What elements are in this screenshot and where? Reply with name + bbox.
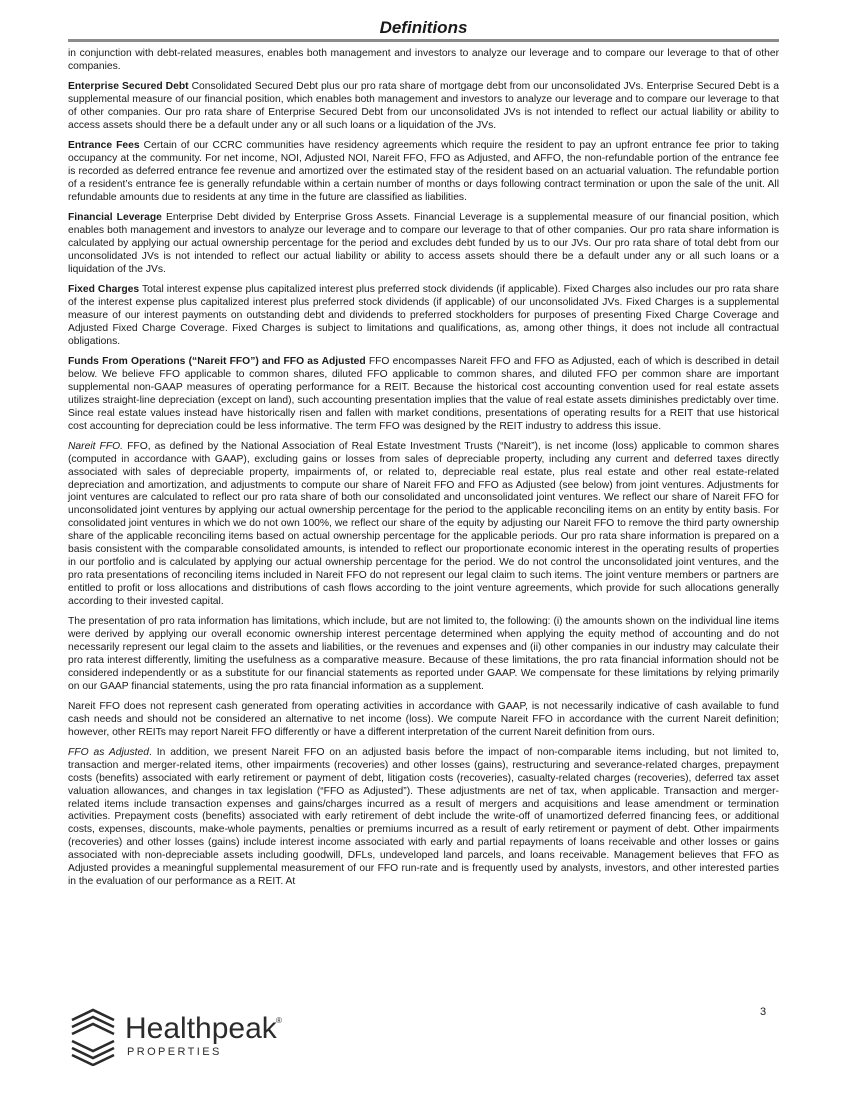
definition-ffo	[68, 356, 779, 433]
paragraph-text: The presentation of pro rata information has limitations, which include, but are not limited to, the following: (i) the amounts shown on the individual line items were derived by applying our overall economic ownership interest percentage determined when applying the equity method of accounting and do not necessarily represent our legal claim to the assets and liabilities, or the revenues and expenses and (ii) other companies in our industry may calculate their pro rata interest differently, limiting the usefulness as a comparative measure. Because of these limitations, the pro rata financial information should not be considered independently or as a substitute for our financial statements as reported under GAAP. We compensate for these limitations by relying primarily on our GAAP financial statements, using the pro rata financial information as a supplement.	[68, 615, 779, 692]
page-number: 3	[760, 1006, 767, 1018]
definition-financial-leverage	[68, 212, 779, 277]
page-header	[68, 18, 779, 38]
definition-term: Financial Leverage	[68, 212, 162, 224]
header-divider	[68, 39, 779, 42]
definition-term: Funds From Operations (“Nareit FFO”) and FFO as Adjusted	[68, 355, 366, 367]
logo-subtitle: PROPERTIES	[127, 1046, 222, 1058]
definition-text: Enterprise Debt divided by Enterprise Gross Assets. Financial Leverage is a supplemental measure of our financial position, which enables both management and investors to analyze our leverage and to compare our leverage to that of other companies. Our pro rata share information is calculated by applying our actual ownership percentage for the period and excludes debt funded by us to our JVs. Our pro rata share of total debt from our unconsolidated JVs is not intended to reflect our actual liability or ability to access assets should there be a default under any or all such loans or a liquidation of the JVs.	[68, 212, 779, 275]
definition-text: Certain of our CCRC communities have residency agreements which require the resident to pay an upfront entrance fee prior to taking occupancy at the community. For net income, NOI, Adjusted NOI, Nareit FFO, FFO as Adjusted, and AFFO, the non-refundable portion of the entrance fee is recorded as deferred entrance fee revenue and amortized over the estimated stay of the resident based on an actuarial valuation. The refundable portion of a resident’s entrance fee is generally refundable within a certain number of months or days following contract termination or upon the sale of the unit. All refundable amounts due to residents at any time in the future are classified as liabilities.	[68, 140, 779, 203]
paragraph-pro-rata-limitations	[68, 616, 779, 693]
definition-text: FFO encompasses Nareit FFO and FFO as Adjusted, each of which is described in detail below. We believe FFO applicable to common shares, diluted FFO applicable to common shares, and diluted FFO per common share are important supplemental non-GAAP measures of operating performance for a REIT. Because the historical cost accounting convention used for real estate assets utilizes straight-line depreciation (except on land), such accounting presentation implies that the value of real estate assets diminishes predictably over time. Since real estate values instead have historically risen and fallen with market conditions, presentations of operating results for a REIT that use historical cost accounting for depreciation could be less informative. The term FFO was designed by the REIT industry to address this issue.	[68, 355, 779, 432]
definition-ffo-as-adjusted	[68, 747, 779, 889]
definition-term: Fixed Charges	[68, 284, 140, 296]
logo-wordmark: Healthpeak	[125, 1012, 277, 1045]
healthpeak-logo	[70, 1008, 300, 1070]
paragraph-leverage-continuation	[68, 48, 779, 74]
definition-term: Entrance Fees	[68, 140, 140, 152]
registered-mark: ®	[276, 1016, 282, 1025]
definition-text: Consolidated Secured Debt plus our pro rata share of mortgage debt from our unconsolidated JVs. Enterprise Secured Debt is a supplemental measure of our financial position, which enables both management and investors to analyze our leverage and to compare our leverage to that of other companies. Our pro rata share of Enterprise Secured Debt from our unconsolidated JVs is not intended to reflect our actual liability or ability to access assets should there be a default under any or all such loans or a liquidation of the JVs.	[68, 81, 779, 131]
definition-entrance-fees	[68, 140, 779, 205]
paragraph-text: in conjunction with debt-related measures, enables both management and investors to analyze our leverage and to compare our leverage to that of other companies.	[68, 48, 779, 72]
definition-fixed-charges	[68, 284, 779, 349]
definition-term: FFO as Adjusted	[68, 746, 150, 758]
definition-enterprise-secured-debt	[68, 81, 779, 133]
paragraph-nareit-ffo-disclaimer	[68, 701, 779, 740]
definitions-body	[68, 48, 779, 896]
definition-text: Total interest expense plus capitalized interest plus preferred stock dividends (if applicable). Fixed Charges also includes our pro rata share of the interest expense plus capitalized interest plus preferred stock dividends (if applicable) of our unconsolidated JVs. Fixed Charges is a supplemental measure of our interest payments on outstanding debt and dividends to preferred stockholders for purposes of presenting Fixed Charge Coverage and Adjusted Fixed Charge Coverage. Fixed Charges is subject to limitations and qualifications, as, among other things, it does not include all contractual obligations.	[68, 284, 779, 347]
page-title: Definitions	[379, 18, 468, 37]
paragraph-text: Nareit FFO does not represent cash generated from operating activities in accordance with GAAP, is not necessarily indicative of cash available to fund cash needs and should not be considered an alternative to net income (loss). We compute Nareit FFO in accordance with the current Nareit definition; however, other REITs may report Nareit FFO differently or have a different interpretation of the current Nareit definition from ours.	[68, 700, 779, 738]
definition-term: Nareit FFO.	[68, 440, 124, 452]
healthpeak-chevron-logo-icon	[70, 1008, 116, 1066]
definition-term: Enterprise Secured Debt	[68, 81, 189, 93]
definition-text: FFO, as defined by the National Association of Real Estate Investment Trusts (“Nareit”), is net income (loss) applicable to common shares (computed in accordance with GAAP), excluding gains or losses from sales of depreciable property, including any current and deferred taxes directly associated with sales of depreciable property, impairments of, or related to, depreciable real estate, plus real estate and other real estate-related depreciation and amortization, and adjustments to compute our share of Nareit FFO and FFO as Adjusted (see below) from joint ventures. Adjustments for joint ventures are calculated to reflect our pro rata share of both our consolidated and unconsolidated joint ventures. We reflect our share of Nareit FFO for unconsolidated joint ventures by applying our actual ownership percentage for the period to the applicable reconciling items on an entity by entity basis. For consolidated joint ventures in which we do not own 100%, we reflect our share of the equity by adjusting our Nareit FFO to remove the third party ownership share of the applicable reconciling items based on actual ownership percentage for the applicable periods. Our pro rata share information is prepared on a basis consistent with the comparable consolidated amounts, is intended to reflect our proportionate economic interest in the operating results of properties in our portfolio and is calculated by applying our actual ownership percentage for the period. We do not control the unconsolidated joint ventures, and the pro rata presentations of reconciling items included in Nareit FFO do not represent our legal claim to such items. The joint venture members or partners are entitled to profit or loss allocations and distributions of cash flows according to the joint venture agreements, which provide for such allocations generally according to their invested capital.	[68, 440, 779, 607]
definition-nareit-ffo	[68, 441, 779, 609]
definition-text: . In addition, we present Nareit FFO on an adjusted basis before the impact of non-comparable items including, but not limited to, transaction and merger-related items, other impairments (recoveries) and other losses (gains), restructuring and severance-related charges, prepayment costs (benefits) associated with early retirement or payment of debt, litigation costs (recoveries), casualty-related charges (recoveries), deferred tax asset valuation allowances, and changes in tax legislation (“FFO as Adjusted”). These adjustments are net of tax, when applicable. Transaction and merger-related items include transaction expenses and gains/charges incurred as a result of mergers and acquisitions and lease amendment or termination activities. Prepayment costs (benefits) associated with early retirement of debt include the write-off of unamortized deferred financing fees, or additional costs, expenses, discounts, make-whole payments, penalties or premiums incurred as a result of early retirement or payment of debt. Other impairments (recoveries) and other losses (gains) include interest income associated with early and partial repayments of loans receivable and other losses or gains associated with non-depreciable assets including goodwill, DFLs, undeveloped land parcels, and loans receivable. Management believes that FFO as Adjusted provides a meaningful supplemental measurement of our FFO run-rate and is frequently used by analysts, investors, and other interested parties in the evaluation of our performance as a REIT. At	[68, 746, 780, 887]
